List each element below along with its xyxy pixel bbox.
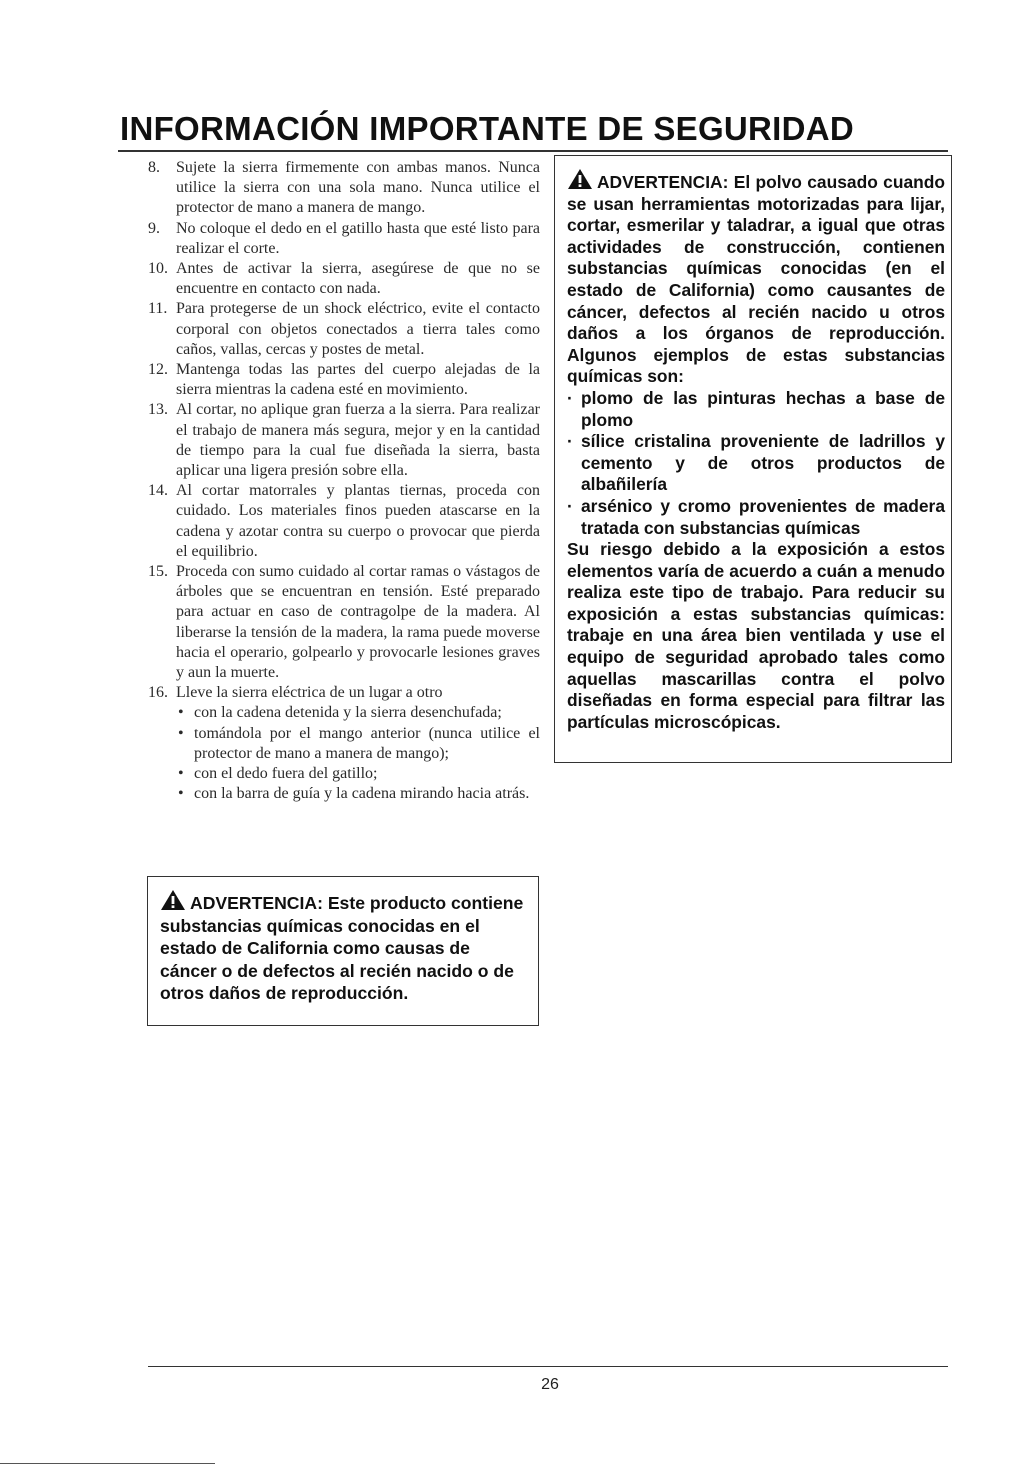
instruction-number: 12.	[148, 361, 168, 379]
bullet-text: con la cadena detenida y la sierra desenchufada;	[194, 704, 502, 722]
instruction-item	[148, 158, 540, 219]
bullet-item	[176, 724, 540, 764]
instruction-number: 9.	[148, 219, 160, 237]
instruction-text: Mantenga todas las partes del cuerpo alejadas de la sierra mientras la cadena esté en movimiento.	[176, 361, 540, 399]
bullet-symbol: ·	[567, 495, 573, 516]
bullet-symbol: •	[178, 785, 184, 803]
page-number: 26	[541, 1376, 559, 1393]
warning-triangle-icon	[567, 168, 593, 190]
instruction-item	[148, 481, 540, 562]
dust-warning-outro: Su riesgo debido a la exposición a estos elementos varía de acuerdo a cuán a menudo realiza este tipo de trabajo. Para reducir su exposición a estas substancias químicas: trabaje en una área bien ventilada y use el equipo de seguridad aprobado tales como aquellas mascarillas contra el polvo diseñadas en forma especial para filtrar las partículas microscópicas.	[567, 539, 945, 732]
warning-triangle-icon	[160, 889, 186, 911]
instruction-item	[148, 683, 540, 804]
instruction-item	[148, 259, 540, 299]
instruction-item	[148, 360, 540, 400]
bullet-item	[176, 703, 540, 723]
bullet-symbol: •	[178, 765, 184, 783]
bullet-item	[567, 431, 945, 496]
bullet-text: con el dedo fuera del gatillo;	[194, 765, 378, 783]
instruction-text: Para protegerse de un shock eléctrico, evite el contacto corporal con objetos conectados a tierra tales como caños, vallas, cercas y postes de metal.	[176, 300, 540, 358]
dust-warning-intro	[567, 168, 945, 388]
dust-examples-list	[567, 388, 945, 539]
bullet-item	[567, 496, 945, 539]
bullet-item	[176, 784, 540, 804]
instruction-number: 15.	[148, 563, 168, 581]
instruction-text: No coloque el dedo en el gatillo hasta que esté listo para realizar el corte.	[176, 219, 540, 257]
bullet-symbol: ·	[567, 431, 573, 452]
instruction-number: 14.	[148, 482, 168, 500]
instruction-item	[148, 400, 540, 481]
product-warning-text: ADVERTENCIA: Este producto contiene substancias químicas conocidas en el estado de California como causas de cáncer o de defectos al recién nacido o de otros daños de reproducción.	[160, 893, 524, 1004]
bullet-text: plomo de las pinturas hechas a base de plomo	[581, 387, 945, 430]
numbered-instructions-list	[148, 158, 540, 805]
bullet-text: con la barra de guía y la cadena mirando hacia atrás.	[194, 785, 530, 803]
bullet-symbol: •	[178, 724, 184, 742]
instruction-item	[148, 562, 540, 683]
instruction-text: Antes de activar la sierra, asegúrese de que no se encuentre en contacto con nada.	[176, 260, 540, 298]
instruction-number: 16.	[148, 684, 168, 702]
instruction-text: Lleve la sierra eléctrica de un lugar a otro	[176, 684, 443, 702]
instruction-item	[148, 299, 540, 360]
carry-bullet-list	[176, 703, 540, 804]
instruction-number: 11.	[148, 300, 168, 318]
product-warning-box	[147, 876, 539, 1026]
bullet-text: tomándola por el mango anterior (nunca utilice el protector de mano a manera de mango);	[194, 724, 540, 762]
dust-warning-box	[554, 155, 952, 763]
instruction-text: Al cortar, no aplique gran fuerza a la sierra. Para realizar el trabajo de manera más segura, mejor y en la cantidad de tiempo para la cual fue diseñada la sierra, basta aplicar una ligera presión sobre ella.	[176, 401, 540, 480]
product-warning	[160, 889, 526, 1005]
instruction-number: 8.	[148, 159, 160, 176]
bullet-text: arsénico y cromo provenientes de madera tratada con substancias químicas	[581, 495, 945, 538]
bullet-item	[176, 764, 540, 784]
instruction-text: Al cortar matorrales y plantas tiernas, proceda con cuidado. Los materiales finos pueden atascarse en la cadena y azotar contra su cuerpo o provocar que pierda el equilibrio.	[176, 482, 540, 560]
instruction-text: Sujete la sierra firmemente con ambas manos. Nunca utilice la sierra con una sola mano. Nunca utilice el protector de mano a manera de mango.	[176, 159, 540, 217]
instruction-text: Proceda con sumo cuidado al cortar ramas o vástagos de árboles que se encuentran en tensión. Esté preparado para actuar en caso de contragolpe de la madera. Al liberarse la tensión de la madera, la rama puede moverse hacia el operario, golpearlo y provocarle lesiones graves y aun la muerte.	[176, 563, 540, 682]
bullet-item	[567, 388, 945, 431]
footer-rule	[148, 1366, 948, 1367]
instruction-number: 13.	[148, 401, 168, 419]
dust-warning-intro-text: ADVERTENCIA: El polvo causado cuando se usan herramientas motorizadas para lijar, cortar, esmerilar y taladrar, a igual que otras actividades de construcción, contienen substancias químicas conocidas (en el estado de California) como causantes de cáncer, defectos al recién nacido u otros daños a los órganos de reproducción. Algunos ejemplos de estas substancias químicas son:	[567, 172, 945, 387]
bullet-symbol: •	[178, 704, 184, 722]
bullet-text: sílice cristalina proveniente de ladrillos y cemento y de otros productos de albañilería	[581, 431, 945, 495]
instruction-number: 10.	[148, 260, 168, 278]
bullet-symbol: ·	[567, 387, 573, 408]
page-title: INFORMACIÓN IMPORTANTE DE SEGURIDAD	[120, 110, 855, 147]
scan-artifact-line	[0, 1463, 215, 1464]
instruction-item	[148, 219, 540, 259]
safety-instructions-column	[148, 158, 540, 805]
header-rule	[118, 150, 948, 152]
